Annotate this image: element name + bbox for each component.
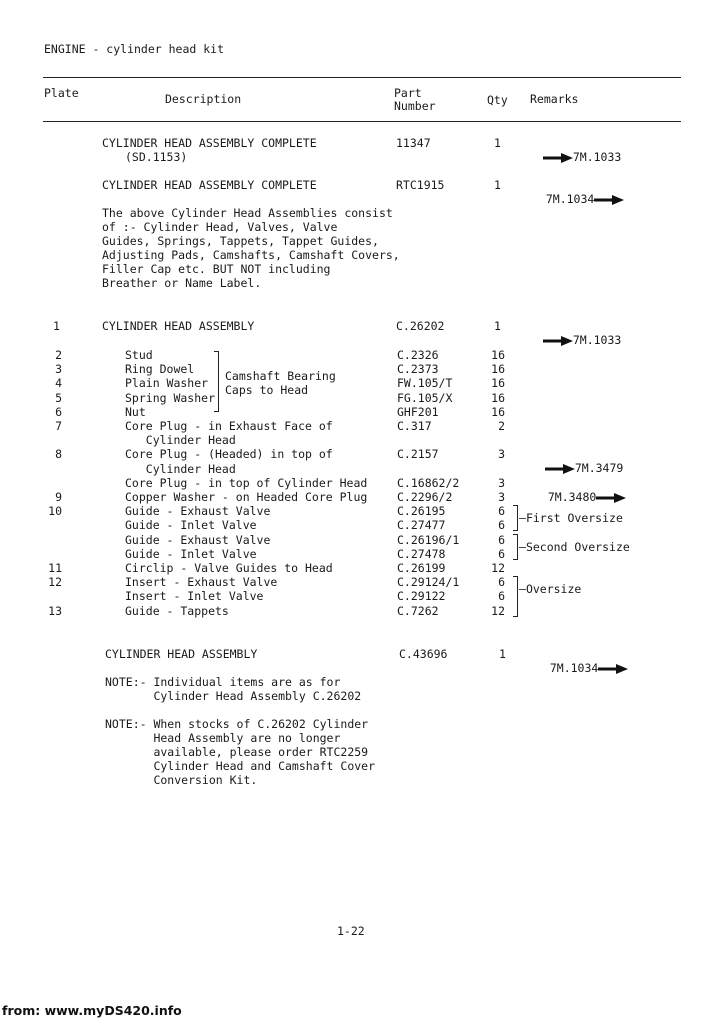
row-description: Cylinder Head — [125, 433, 236, 448]
assy3-plate: 1 — [53, 319, 60, 333]
note-line: Filler Cap etc. BUT NOT including — [102, 262, 331, 276]
row-plate: 11 — [48, 561, 62, 575]
note2-line: Head Assembly are no longer — [105, 731, 341, 745]
note-line: Breather or Name Label. — [102, 276, 262, 290]
note1-line: NOTE:- Individual items are as for — [105, 675, 341, 689]
row-description: Guide - Tappets — [125, 603, 229, 618]
note-line: Guides, Springs, Tappets, Tappet Guides, — [102, 234, 379, 248]
bracket-camshaft — [214, 351, 219, 412]
note-individual-items — [105, 675, 361, 703]
note-conversion-kit — [105, 717, 375, 787]
header-rule-top — [43, 77, 681, 78]
row-qty: 2 — [498, 419, 505, 433]
row-description: Circlip - Valve Guides to Head — [125, 561, 333, 575]
row-part-number: C.2157 — [397, 447, 439, 462]
row-part-number: C.26195 — [397, 504, 446, 519]
row-part-number: C.26199 — [397, 561, 446, 575]
row-qty: 6 — [498, 532, 505, 547]
col-header-number: Number — [394, 99, 436, 113]
row-part-number: C.29124/1 — [397, 575, 460, 590]
assy3-qty: 1 — [494, 319, 501, 333]
row-description: Stud — [125, 348, 153, 362]
row-description: Spring Washer — [125, 390, 216, 405]
row-description: Plain Washer — [125, 376, 209, 391]
right-arrow-icon — [545, 464, 575, 474]
right-arrow-icon — [543, 336, 573, 346]
right-arrow-icon — [543, 153, 573, 163]
group-label-line1: Camshaft Bearing — [225, 369, 336, 383]
row-part-number: GHF201 — [397, 404, 439, 419]
col-header-remarks: Remarks — [530, 92, 579, 106]
col-header-description: Description — [165, 92, 242, 106]
remark-oversize: —Oversize — [519, 582, 582, 596]
row-qty: 3 — [498, 447, 505, 462]
row-part-number: C.2296/2 — [397, 490, 453, 504]
bracket-second-oversize — [513, 534, 518, 560]
row-description: Core Plug - in Exhaust Face of — [125, 419, 333, 433]
assy1-remark — [529, 136, 621, 164]
row-description: Insert - Inlet Valve — [125, 589, 264, 604]
row-description: Guide - Inlet Valve — [125, 546, 257, 561]
row-qty: 16 — [491, 376, 505, 391]
row-plate: 13 — [48, 603, 62, 618]
assy4-desc: CYLINDER HEAD ASSEMBLY — [105, 647, 258, 661]
assy2-desc: CYLINDER HEAD ASSEMBLY COMPLETE — [102, 178, 317, 192]
remark-plug-top-text: 7M.3480 — [547, 490, 597, 504]
assembly-contents-note — [102, 206, 400, 290]
assy2-qty: 1 — [494, 178, 501, 192]
note1-line: Cylinder Head Assembly C.26202 — [105, 689, 362, 703]
assy1-sub: (SD.1153) — [125, 150, 188, 164]
page-title: ENGINE - cylinder head kit — [44, 42, 225, 56]
row-qty: 6 — [498, 504, 505, 519]
note2-line: Cylinder Head and Camshaft Cover — [105, 759, 376, 773]
row-part-number: FG.105/X — [397, 390, 453, 405]
row-part-number: C.2326 — [397, 348, 439, 362]
row-part-number: C.7262 — [397, 603, 439, 618]
row-part-number: FW.105/T — [397, 376, 453, 391]
assy2-remark — [532, 178, 624, 206]
row-plate: 4 — [55, 376, 62, 391]
remark-plug8-text: 7M.3479 — [574, 461, 624, 475]
right-arrow-icon — [596, 493, 626, 503]
row-plate: 8 — [55, 447, 62, 462]
row-qty: 16 — [491, 348, 505, 362]
row-part-number: C.2373 — [397, 362, 439, 377]
row-description: Cylinder Head — [125, 461, 236, 476]
row-qty: 16 — [491, 362, 505, 377]
note-line: The above Cylinder Head Assemblies consist — [102, 206, 393, 220]
row-description: Guide - Inlet Valve — [125, 518, 257, 533]
remark-plug8 — [531, 447, 623, 475]
page-number: 1-22 — [337, 924, 365, 938]
row-part-number: C.27478 — [397, 546, 446, 561]
row-plate: 9 — [55, 490, 62, 504]
assy4-part: C.43696 — [399, 647, 448, 661]
row-qty: 3 — [498, 475, 505, 490]
assy1-part: 11347 — [396, 136, 431, 150]
remark-plug-top — [534, 476, 626, 504]
source-footer: from: www.myDS420.info — [2, 1003, 182, 1018]
remark-first-text: First Oversize — [525, 511, 623, 525]
row-qty: 6 — [498, 589, 505, 604]
assy4-qty: 1 — [499, 647, 506, 661]
row-plate: 5 — [55, 390, 62, 405]
row-qty: 12 — [491, 561, 505, 575]
row-qty: 16 — [491, 390, 505, 405]
assy4-remark-text: 7M.1034 — [549, 661, 599, 675]
assy2-part: RTC1915 — [396, 178, 445, 192]
row-qty: 6 — [498, 518, 505, 533]
col-header-plate: Plate — [44, 86, 79, 100]
remark-second-oversize: —Second Oversize — [519, 540, 630, 554]
row-description: Insert - Exhaust Valve — [125, 575, 278, 590]
row-part-number: C.29122 — [397, 589, 446, 604]
assy4-remark — [536, 647, 628, 675]
group-label-line2: Caps to Head — [225, 383, 309, 397]
assy3-remark — [529, 319, 621, 347]
row-qty: 6 — [498, 546, 505, 561]
row-plate: 12 — [48, 575, 62, 590]
row-part-number: C.16862/2 — [397, 475, 460, 490]
row-description: Guide - Exhaust Valve — [125, 504, 271, 519]
bracket-first-oversize — [513, 505, 518, 531]
row-plate: 2 — [55, 348, 62, 362]
row-description: Nut — [125, 404, 146, 419]
row-description: Copper Washer - on Headed Core Plug — [125, 490, 368, 504]
row-part-number: C.317 — [397, 419, 432, 433]
row-plate: 7 — [55, 419, 62, 433]
note2-line: Conversion Kit. — [105, 773, 258, 787]
row-plate: 10 — [48, 504, 62, 519]
assy1-desc: CYLINDER HEAD ASSEMBLY COMPLETE — [102, 136, 317, 150]
row-qty: 16 — [491, 404, 505, 419]
row-qty: 12 — [491, 603, 505, 618]
row-description: Guide - Exhaust Valve — [125, 532, 271, 547]
row-description: Core Plug - (Headed) in top of — [125, 447, 333, 462]
assy1-remark-text: 7M.1033 — [572, 150, 622, 164]
assy1-qty: 1 — [494, 136, 501, 150]
assy3-remark-text: 7M.1033 — [572, 333, 622, 347]
note-line: of :- Cylinder Head, Valves, Valve — [102, 220, 338, 234]
row-qty: 6 — [498, 575, 505, 590]
right-arrow-icon — [594, 195, 624, 205]
col-header-qty: Qty — [487, 93, 508, 107]
row-qty: 3 — [498, 490, 505, 504]
bracket-oversize — [513, 576, 518, 617]
row-part-number: C.27477 — [397, 518, 446, 533]
assy3-part: C.26202 — [396, 319, 445, 333]
assy3-desc: CYLINDER HEAD ASSEMBLY — [102, 319, 255, 333]
note2-line: NOTE:- When stocks of C.26202 Cylinder — [105, 717, 369, 731]
row-part-number: C.26196/1 — [397, 532, 460, 547]
row-plate: 3 — [55, 362, 62, 377]
row-description: Ring Dowel — [125, 362, 195, 377]
remark-oversize-text: Oversize — [525, 582, 582, 596]
note2-line: available, please order RTC2259 — [105, 745, 369, 759]
remark-second-text: Second Oversize — [525, 540, 630, 554]
remark-first-oversize: —First Oversize — [519, 511, 623, 525]
assy2-remark-text: 7M.1034 — [545, 192, 595, 206]
row-plate: 6 — [55, 404, 62, 419]
row-description: Core Plug - in top of Cylinder Head — [125, 475, 368, 490]
right-arrow-icon — [598, 664, 628, 674]
note-line: Adjusting Pads, Camshafts, Camshaft Covers, — [102, 248, 400, 262]
col-header-part: Part — [394, 86, 422, 100]
header-rule-bottom — [43, 121, 681, 122]
